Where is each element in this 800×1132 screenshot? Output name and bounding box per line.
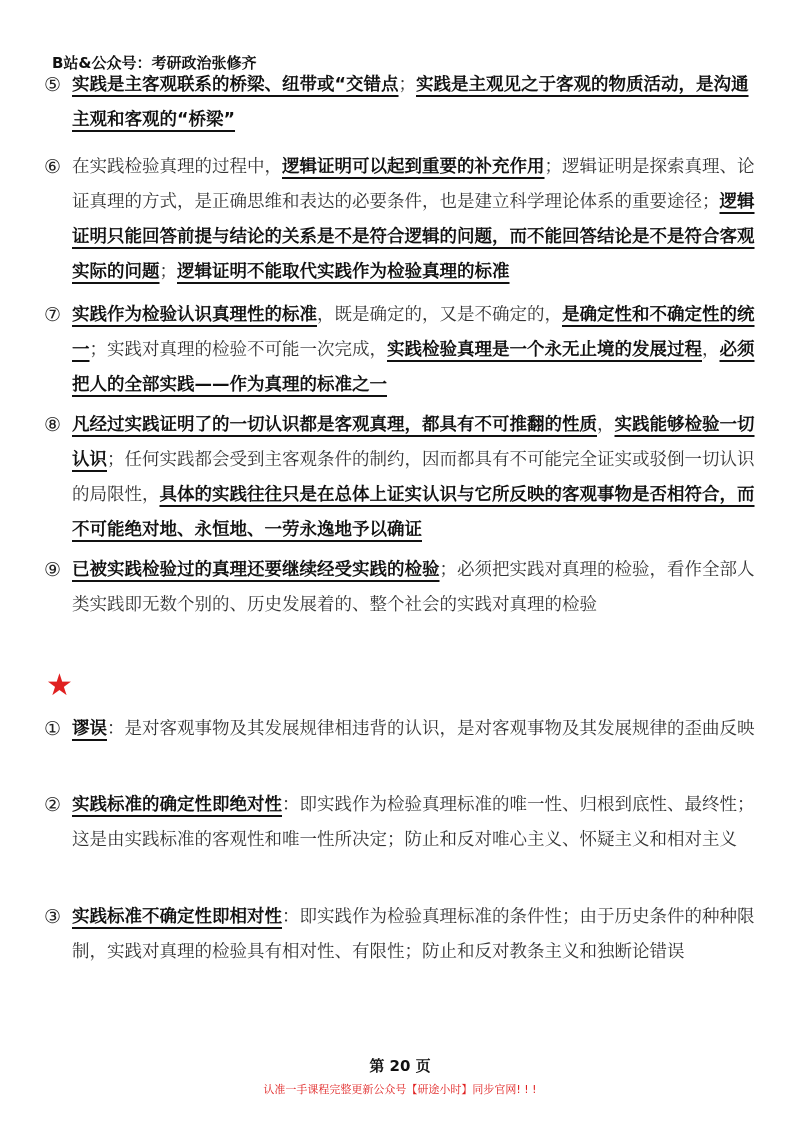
explanation-text: ， [702, 340, 720, 360]
item-number: ⑧ [44, 414, 62, 436]
item-number: ⑥ [44, 156, 62, 178]
item-text [72, 553, 756, 623]
key-point-text: 逻辑证明只能回答前提与结论的关系是不是符合逻辑的问题，而不能回答结论是不是符合客观实际的问题 [72, 192, 755, 282]
key-point-text: 实践是主客观联系的桥梁、纽带或“交错点 [72, 75, 399, 95]
key-point-text: 逻辑证明不能取代实践作为检验真理的标准 [177, 262, 510, 282]
item-number: ⑨ [44, 559, 62, 581]
explanation-text: ；任何实践都会受到主客观条件的制约，因而都具有不可能完全证实或驳倒一切认识的局限性， [72, 450, 755, 505]
item-number: ② [44, 794, 62, 816]
item-text [72, 298, 756, 403]
explanation-text: 在实践检验真理的过程中， [72, 157, 282, 177]
explanation-text: ， [597, 415, 615, 435]
key-point-text: 凡经过实践证明了的一切认识都是客观真理，都具有不可推翻的性质 [72, 415, 597, 435]
explanation-text: ； [398, 75, 417, 95]
note-3 [44, 900, 756, 970]
explanation-text: ；实践对真理的检验不可能一次完成， [89, 340, 387, 360]
item-text [72, 150, 756, 290]
key-point-text: 是确定性和不确定性的统一 [72, 305, 755, 360]
item-text [72, 900, 756, 970]
key-point-text: 实践标准不确定性即相对性 [72, 907, 282, 927]
explanation-text: ； [159, 262, 177, 282]
key-point-text: 必须把人的全部实践——作为真理的标准之一 [72, 340, 755, 395]
section-8 [44, 408, 756, 548]
explanation-text: ：即实践作为检验真理标准的条件性；由于历史条件的种种限制，实践对真理的检验具有相对性、有限性；防止和反对教条主义和独断论错误 [72, 907, 755, 962]
key-point-text: 实践是主观见之于客观的物质活动，是沟通主观和客观的“桥梁” [72, 75, 749, 130]
item-text [72, 68, 756, 138]
key-point-text: 实践标准的确定性即绝对性 [72, 795, 282, 815]
explanation-text: ；必须把实践对真理的检验，看作全部人类实践即无数个别的、历史发展着的、整个社会的实践对真理的检验 [72, 560, 755, 615]
key-point-text: 实践检验真理是一个永无止境的发展过程 [387, 340, 702, 360]
key-point-text: 具体的实践往往只是在总体上证实认识与它所反映的客观事物是否相符合，而不可能绝对地、永恒地、一劳永逸地予以确证 [72, 485, 755, 540]
note-1 [44, 712, 756, 747]
item-text [72, 788, 756, 858]
key-point-text: 已被实践检验过的真理还要继续经受实践的检验 [72, 560, 440, 580]
header-source: B站&公众号：考研政治张修齐 [52, 54, 257, 72]
item-text [72, 408, 756, 548]
item-number: ⑤ [44, 74, 62, 96]
page-number: 第 20 页 [369, 1057, 431, 1075]
key-point-text: 实践能够检验一切认识 [72, 415, 755, 470]
section-9 [44, 553, 756, 623]
key-point-text: 逻辑证明可以起到重要的补充作用 [282, 157, 545, 177]
note-2 [44, 788, 756, 858]
star-icon: ★ [46, 668, 73, 703]
footer-notice: 认准一手课程完整更新公众号【研途小时】同步官网! ! ! [263, 1083, 537, 1096]
item-text [72, 712, 756, 747]
item-number: ① [44, 718, 62, 740]
item-number: ⑦ [44, 304, 62, 326]
explanation-text: ；逻辑证明是探索真理、论证真理的方式，是正确思维和表达的必要条件，也是建立科学理论体系的重要途径； [72, 157, 755, 212]
explanation-text: ，既是确定的，又是不确定的， [317, 305, 562, 325]
key-point-text: 谬误 [72, 719, 107, 739]
item-number: ③ [44, 906, 62, 928]
section-5 [44, 68, 756, 138]
key-point-text: 实践作为检验认识真理性的标准 [72, 305, 317, 325]
explanation-text: ：是对客观事物及其发展规律相违背的认识，是对客观事物及其发展规律的歪曲反映 [107, 719, 755, 739]
section-7 [44, 298, 756, 403]
section-6 [44, 150, 756, 290]
explanation-text: ：即实践作为检验真理标准的唯一性、归根到底性、最终性；这是由实践标准的客观性和唯一性所决定；防止和反对唯心主义、怀疑主义和相对主义 [72, 795, 755, 850]
